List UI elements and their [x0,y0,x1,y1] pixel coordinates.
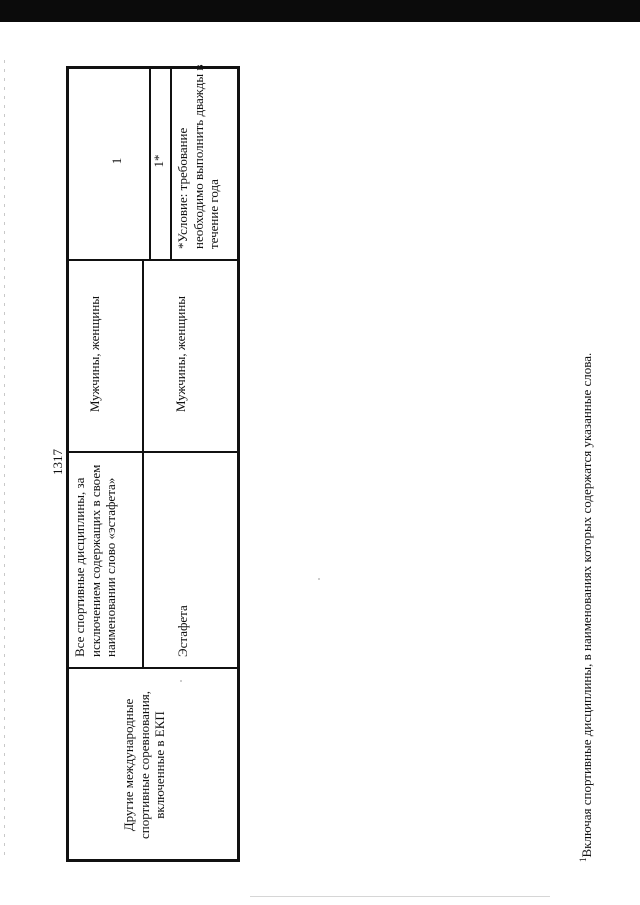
table-category-cell: Другие международные спортивные соревнования, включенные в ЕКП [121,690,167,840]
table-discipline-cell: Все спортивные дисциплины, за исключением содержащих в своем наименовании слово «эстафета» [72,464,118,657]
table-value-cell: 1* [151,154,166,168]
scan-bottom-edge [250,896,550,897]
sports-standards-table [66,66,240,862]
table-note-cell: *Условие: требование необходимо выполнить дважды в течение года [175,64,221,249]
page-number: 1317 [50,449,65,475]
footnote-marker: 1 [578,857,588,862]
table-value-cell: 1 [109,157,124,165]
table-gender-cell: Мужчины, женщины [173,295,188,413]
scan-top-bar [0,0,640,22]
table-divider [69,668,237,670]
table-gender-cell: Мужчины, женщины [87,295,102,413]
footnote [578,22,596,862]
footnote-text: Включая спортивные дисциплины, в наименованиях которых содержатся указанные слова. [579,352,594,858]
table-discipline-cell: Эстафета [175,605,190,657]
scan-speck [318,578,320,580]
scan-left-edge [4,60,5,860]
rotated-page [50,22,594,862]
